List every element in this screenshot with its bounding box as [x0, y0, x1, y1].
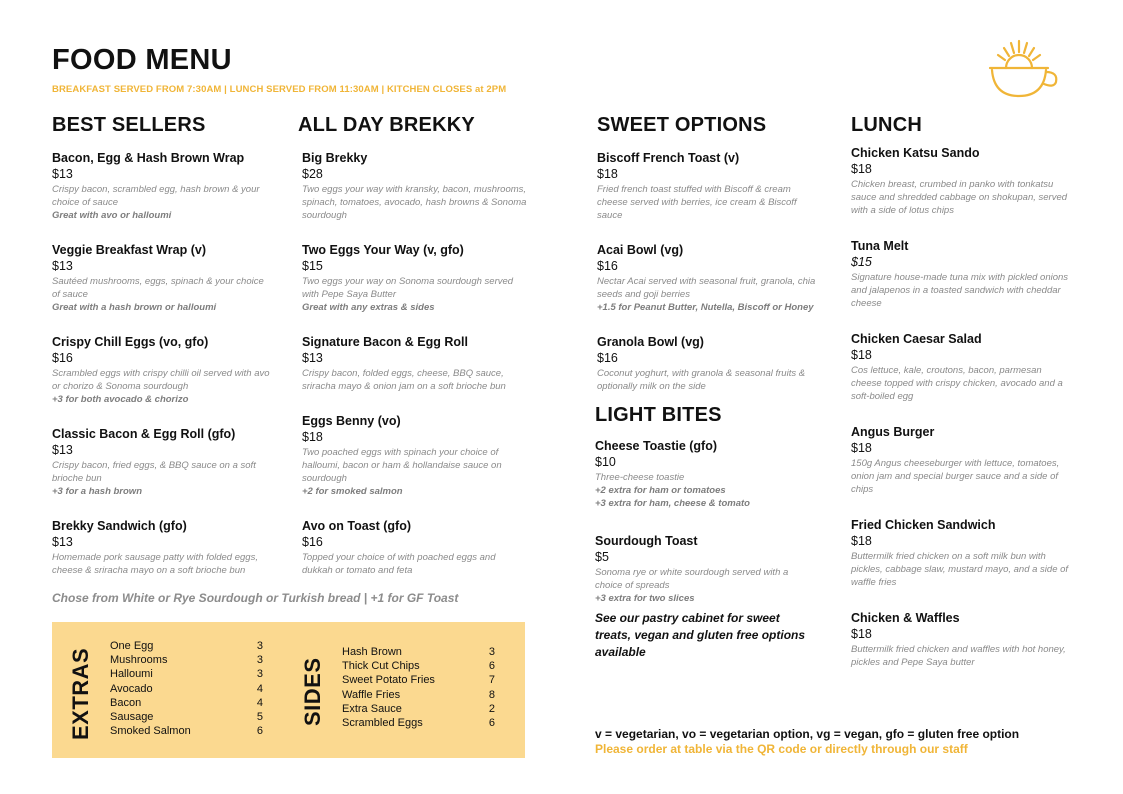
- item-name: Chicken & Waffles: [851, 611, 960, 625]
- item-price: $15: [851, 255, 872, 269]
- item-note: Great with any extras & sides: [302, 302, 435, 313]
- menu-item: [597, 151, 817, 222]
- item-price: $16: [52, 351, 73, 365]
- item-name: Biscoff French Toast (v): [597, 151, 740, 165]
- row-price: 5: [256, 710, 263, 723]
- item-price: $18: [597, 167, 618, 181]
- row-label: Scrambled Eggs: [342, 716, 423, 729]
- table-row: [342, 673, 495, 687]
- item-price: $18: [851, 441, 872, 455]
- extras-list: [110, 639, 263, 738]
- item-note: +1.5 for Peanut Butter, Nutella, Biscoff or Honey: [597, 302, 814, 313]
- item-price: $15: [302, 259, 323, 273]
- item-name: Brekky Sandwich (gfo): [52, 519, 187, 533]
- item-price: $16: [302, 535, 323, 549]
- item-name: Big Brekky: [302, 151, 368, 165]
- bread-note: Chose from White or Rye Sourdough or Turkish bread | +1 for GF Toast: [52, 591, 459, 605]
- menu-item: [52, 335, 272, 406]
- menu-item: [302, 414, 527, 498]
- item-name: Two Eggs Your Way (v, gfo): [302, 243, 464, 257]
- item-price: $18: [851, 627, 872, 641]
- item-name: Chicken Katsu Sando: [851, 146, 980, 160]
- item-price: $5: [595, 550, 609, 564]
- item-description: Signature house-made tuna mix with pickled onions and jalapenos in a toasted sandwich with cheddar cheese: [851, 272, 1069, 309]
- menu-item: [302, 151, 527, 222]
- item-note: +3 for both avocado & chorizo: [52, 394, 189, 405]
- table-row: [110, 667, 263, 681]
- item-description: Cos lettuce, kale, croutons, bacon, parmesan cheese topped with crispy chicken, avocado and a soft-boiled egg: [851, 365, 1063, 402]
- row-price: 6: [488, 660, 495, 673]
- section-heading: BEST SELLERS: [52, 114, 206, 136]
- item-price: $16: [597, 259, 618, 273]
- menu-item: [595, 439, 815, 510]
- sides-label: SIDES: [300, 657, 325, 726]
- item-description: Chicken breast, crumbed in panko with tonkatsu sauce and shredded cabbage on shokupan, served with a side of lotus chips: [851, 179, 1068, 216]
- menu-item: [597, 335, 817, 393]
- item-name: Cheese Toastie (gfo): [595, 439, 718, 453]
- item-description: Nectar Acai served with seasonal fruit, granola, chia seeds and goji berries: [597, 276, 816, 300]
- item-note: +2 extra for ham or tomatoes +3 extra for ham, cheese & tomato: [595, 485, 750, 509]
- row-label: Extra Sauce: [342, 702, 402, 715]
- item-price: $18: [851, 348, 872, 362]
- extras-sides-panel: [52, 622, 525, 758]
- item-description: Crispy bacon, fried eggs, & BBQ sauce on a soft brioche bun: [52, 460, 256, 484]
- row-label: Bacon: [110, 696, 142, 709]
- item-price: $18: [851, 534, 872, 548]
- row-label: Mushrooms: [110, 654, 168, 667]
- menu-item: [52, 427, 272, 498]
- menu-item: [851, 518, 1071, 589]
- dietary-legend: v = vegetarian, vo = vegetarian option, vg = vegan, gfo = gluten free option: [595, 727, 1020, 741]
- row-label: Thick Cut Chips: [342, 660, 420, 673]
- sun-cup-icon: [986, 38, 1060, 107]
- item-price: $18: [302, 430, 323, 444]
- table-row: [110, 710, 263, 724]
- row-label: Sausage: [110, 710, 154, 723]
- item-name: Sourdough Toast: [595, 534, 698, 548]
- item-description: Sonoma rye or white sourdough served with a choice of spreads: [595, 567, 789, 591]
- item-description: Two poached eggs with spinach your choice of halloumi, bacon or ham & hollandaise sauce on sourdough: [302, 447, 502, 484]
- row-label: Hash Brown: [342, 646, 402, 658]
- item-description: Two eggs your way with kransky, bacon, mushrooms, spinach, tomatoes, avocado, hash browns & Sonoma sourdough: [302, 184, 527, 221]
- item-name: Granola Bowl (vg): [597, 335, 704, 349]
- row-price: 7: [488, 674, 495, 687]
- row-price: 6: [488, 716, 495, 729]
- item-name: Eggs Benny (vo): [302, 414, 401, 428]
- row-price: 3: [256, 654, 263, 667]
- item-description: Buttermilk fried chicken on a soft milk bun with pickles, cabbage slaw, mustard mayo, and a side of waffle fries: [851, 551, 1069, 588]
- menu-item: [851, 332, 1071, 403]
- table-row: [342, 645, 495, 659]
- row-label: Sweet Potato Fries: [342, 674, 435, 687]
- table-row: [342, 659, 495, 673]
- item-description: Scrambled eggs with crispy chilli oil served with avo or chorizo & Sonoma sourdough: [52, 368, 270, 392]
- table-row: [110, 696, 263, 710]
- section-heading: LUNCH: [851, 114, 922, 136]
- sweet-options-section: [597, 114, 817, 414]
- menu-item: [597, 243, 817, 314]
- page-title: FOOD MENU: [52, 44, 232, 76]
- item-description: Topped your choice of with poached eggs and dukkah or tomato and feta: [302, 552, 496, 576]
- item-name: Crispy Chill Eggs (vo, gfo): [52, 335, 209, 349]
- item-name: Bacon, Egg & Hash Brown Wrap: [52, 151, 245, 165]
- item-note: +3 extra for two slices: [595, 593, 695, 604]
- row-price: 6: [256, 725, 263, 738]
- menu-item: [52, 519, 272, 577]
- row-label: Avocado: [110, 682, 153, 695]
- table-row: [110, 724, 263, 738]
- row-label: Waffle Fries: [342, 688, 401, 701]
- item-name: Veggie Breakfast Wrap (v): [52, 243, 206, 257]
- item-description: Fried french toast stuffed with Biscoff & cream cheese served with berries, ice cream & Biscoff sauce: [597, 184, 797, 221]
- table-row: [110, 639, 263, 653]
- row-price: 4: [256, 682, 263, 695]
- sides-list: [342, 645, 495, 730]
- item-note: +2 for smoked salmon: [302, 486, 403, 497]
- item-price: $16: [597, 351, 618, 365]
- item-description: 150g Angus cheeseburger with lettuce, tomatoes, onion jam and special burger sauce and a side of chips: [851, 458, 1060, 495]
- row-price: 3: [256, 668, 263, 681]
- item-name: Chicken Caesar Salad: [851, 332, 982, 346]
- service-hours: BREAKFAST SERVED FROM 7:30AM | LUNCH SERVED FROM 11:30AM | KITCHEN CLOSES at 2PM: [52, 84, 507, 95]
- row-label: One Egg: [110, 640, 154, 652]
- menu-item: [302, 243, 527, 314]
- item-name: Acai Bowl (vg): [597, 243, 684, 257]
- item-price: $13: [52, 535, 73, 549]
- item-name: Fried Chicken Sandwich: [851, 518, 996, 532]
- table-row: [110, 682, 263, 696]
- row-price: 3: [488, 646, 495, 658]
- row-price: 4: [256, 696, 263, 709]
- menu-item: [302, 335, 527, 393]
- menu-item: [595, 534, 815, 605]
- menu-item: [851, 146, 1071, 217]
- section-heading: ALL DAY BREKKY: [298, 114, 475, 136]
- item-price: $18: [851, 162, 872, 176]
- item-name: Classic Bacon & Egg Roll (gfo): [52, 427, 236, 441]
- item-price: $28: [302, 167, 323, 181]
- item-description: Crispy bacon, scrambled egg, hash brown & your choice of sauce: [52, 184, 260, 208]
- menu-item: [851, 239, 1071, 310]
- item-price: $13: [52, 443, 73, 457]
- item-name: Tuna Melt: [851, 239, 909, 253]
- item-description: Crispy bacon, folded eggs, cheese, BBQ sauce, sriracha mayo & onion jam on a soft brioche bun: [302, 368, 506, 392]
- item-name: Angus Burger: [851, 425, 935, 439]
- row-price: 2: [488, 702, 495, 715]
- item-description: Three-cheese toastie: [595, 472, 685, 483]
- item-description: Homemade pork sausage patty with folded eggs, cheese & sriracha mayo on a soft brioche bun: [52, 552, 258, 576]
- order-instructions: Please order at table via the QR code or directly through our staff: [595, 742, 968, 756]
- item-description: Buttermilk fried chicken and waffles with hot honey, pickles and Pepe Saya butter: [851, 644, 1066, 668]
- item-price: $10: [595, 455, 616, 469]
- pastry-note: See our pastry cabinet for sweet treats, vegan and gluten free options available: [595, 611, 806, 659]
- section-heading: SWEET OPTIONS: [597, 114, 767, 136]
- item-price: $13: [52, 167, 73, 181]
- item-name: Avo on Toast (gfo): [302, 519, 412, 533]
- menu-item: [52, 151, 272, 222]
- item-description: Coconut yoghurt, with granola & seasonal fruits & optionally milk on the side: [597, 368, 806, 392]
- lunch-section: [851, 114, 1071, 690]
- item-note: Great with a hash brown or halloumi: [52, 302, 217, 313]
- item-price: $13: [52, 259, 73, 273]
- item-note: Great with avo or halloumi: [52, 210, 172, 221]
- menu-item: [302, 519, 527, 577]
- row-label: Smoked Salmon: [110, 725, 191, 738]
- row-label: Halloumi: [110, 668, 153, 681]
- table-row: [110, 653, 263, 667]
- table-row: [342, 716, 495, 730]
- best-sellers-section: [52, 114, 272, 598]
- row-price: 8: [488, 688, 495, 701]
- section-heading: LIGHT BITES: [595, 404, 722, 426]
- item-name: Signature Bacon & Egg Roll: [302, 335, 468, 349]
- all-day-brekky-section: [299, 114, 527, 598]
- item-price: $13: [302, 351, 323, 365]
- extras-label: EXTRAS: [68, 647, 93, 740]
- item-description: Sautéed mushrooms, eggs, spinach & your choice of sauce: [52, 276, 264, 300]
- row-price: 3: [256, 640, 263, 652]
- menu-item: [52, 243, 272, 314]
- light-bites-section: [595, 404, 815, 626]
- table-row: [342, 688, 495, 702]
- table-row: [342, 702, 495, 716]
- item-note: +3 for a hash brown: [52, 486, 143, 497]
- item-description: Two eggs your way on Sonoma sourdough served with Pepe Saya Butter: [302, 276, 514, 300]
- menu-item: [851, 611, 1071, 669]
- menu-item: [851, 425, 1071, 496]
